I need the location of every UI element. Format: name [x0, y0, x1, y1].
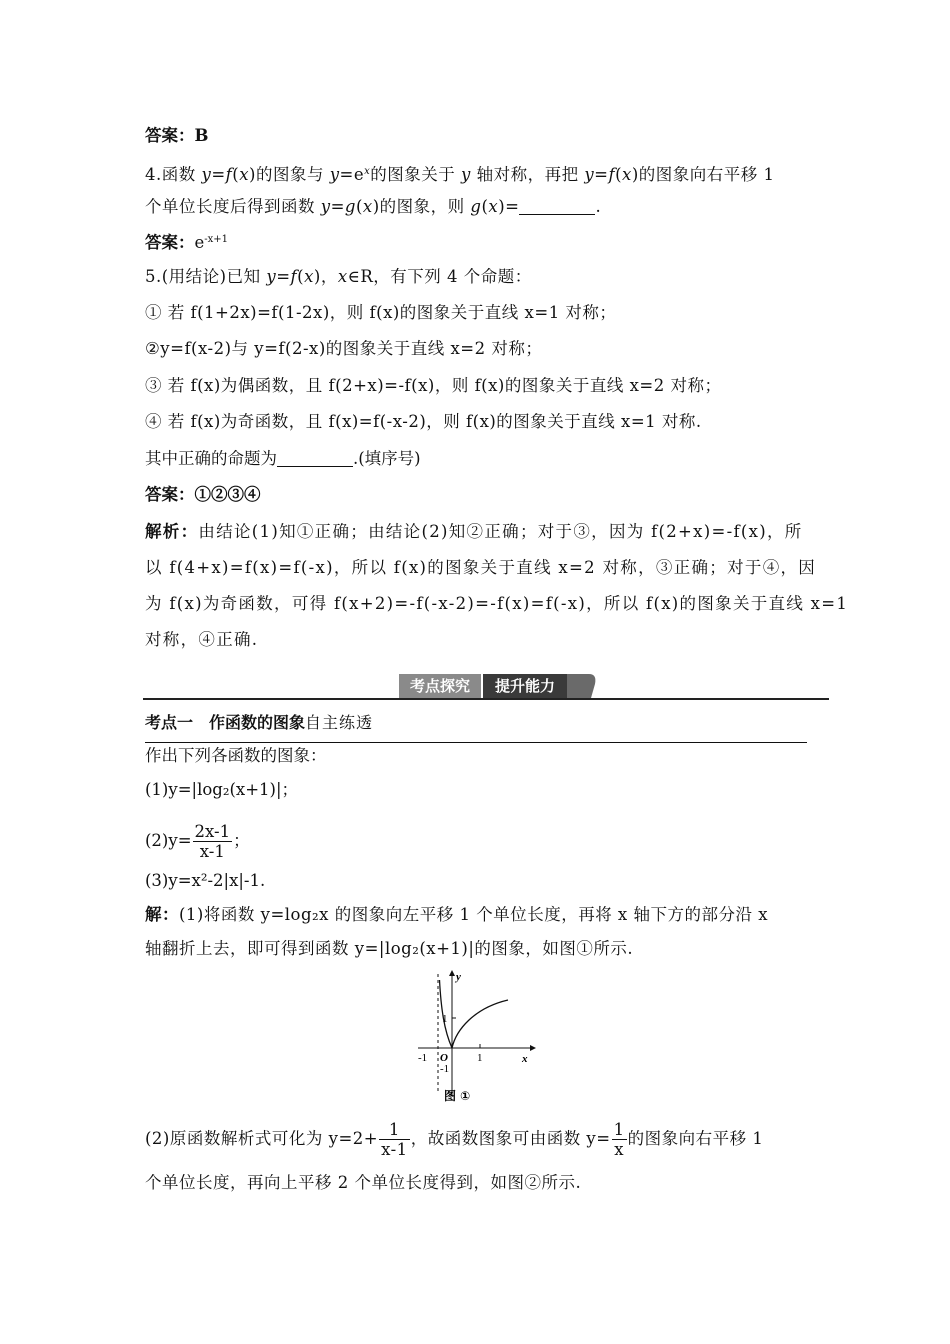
problem-intro: 作出下列各函数的图象： — [145, 746, 327, 765]
question-4-line-2: 个单位长度后得到函数 y=g(x)的图象，则 g(x)= . — [145, 197, 602, 216]
fraction: $\frac{1}{x-1}$ — [381, 1120, 408, 1159]
proposition-1: ① 若 f(1+2x)=f(1-2x)，则 f(x)的图象关于直线 x=1 对称； — [145, 303, 617, 322]
answer-4: 答案：$e^{-x+1}$ — [145, 233, 229, 252]
tick-x-neg: -1 — [418, 1052, 428, 1064]
answer-3: 答案：B — [145, 126, 209, 145]
fraction: $\frac{2x-1}{x-1}$ — [194, 822, 231, 861]
analysis-line-3: 为 f(x)为奇函数，可得 f(x+2)=-f(-x-2)=-f(x)=f(-x)，所以 f(x)的图象关于直线 x=1 — [145, 594, 849, 613]
figure-caption: 图 ① — [444, 1089, 471, 1103]
analysis-line-1: 解析：由结论(1)知①正确；由结论(2)知②正确；对于③，因为 f(2+x)=-f(x)，所 — [145, 522, 803, 541]
fraction: $\frac{1}{x}$ — [613, 1120, 625, 1159]
analysis-line-2: 以 f(4+x)=f(x)=f(-x)，所以 f(x)的图象关于直线 x=2 对称，③正确；对于④，因 — [145, 558, 817, 577]
question-5-prompt: 其中正确的命题为 .(填序号) — [145, 449, 421, 468]
banner-label-left: 考点探究 — [399, 674, 481, 698]
solution-line-3: (2)原函数解析式可化为 y=2+ $\frac{1}{x-1}$ ，故函数图象可由函数 y= $\frac{1}{x}$ 的图象向右平移 1 — [145, 1120, 764, 1159]
section-heading: 考点一 作函数的图象自主练透 — [145, 710, 807, 743]
problem-2: (2)y= $\frac{2x-1}{x-1}$ ； — [145, 822, 250, 861]
answer-5: 答案：①②③④ — [145, 485, 261, 504]
question-5-stem: 5.(用结论)已知 y=f(x)，x∈R，有下列 4 个命题： — [145, 267, 532, 286]
tick-y-neg: -1 — [440, 1063, 450, 1075]
solution-line-2: 轴翻折上去，即可得到函数 y=|log₂(x+1)|的图象，如图①所示. — [145, 939, 634, 958]
answer-blank — [277, 450, 353, 467]
tick-x-pos: 1 — [477, 1052, 483, 1064]
section-banner — [143, 670, 829, 702]
proposition-4: ④ 若 f(x)为奇函数，且 f(x)=f(-x-2)，则 f(x)的图象关于直线 x=1 对称. — [145, 412, 702, 431]
banner-tab-icon — [563, 670, 603, 700]
proposition-2: ②y=f(x-2)与 y=f(2-x)的图象关于直线 x=2 对称； — [145, 339, 543, 358]
axis-y-label: y — [456, 971, 461, 983]
solution-line-1: 解：(1)将函数 y=log₂x 的图象向左平移 1 个单位长度，再将 x 轴下方的部分沿 x — [145, 905, 769, 924]
problem-1: (1)y=|log₂(x+1)|； — [145, 780, 299, 799]
tick-y-pos: 1 — [442, 1013, 448, 1025]
question-4-line-1: 4.函数 y=f(x)的图象与 $y=e^x$的图象关于 y 轴对称，再把 y=f(x)的图象向右平移 1 — [145, 165, 775, 184]
analysis-line-4: 对称，④正确. — [145, 630, 259, 649]
answer-blank — [519, 198, 595, 215]
problem-3: (3)y=x²-2|x|-1. — [145, 871, 266, 890]
banner-label-right: 提升能力 — [483, 674, 567, 698]
axis-x-label: x — [522, 1053, 528, 1065]
figure-1-graph — [410, 968, 540, 1108]
banner-rule — [143, 698, 829, 700]
proposition-3: ③ 若 f(x)为偶函数，且 f(2+x)=-f(x)，则 f(x)的图象关于直线 x=2 对称； — [145, 376, 722, 395]
origin-label: O — [440, 1052, 448, 1064]
solution-line-4: 个单位长度，再向上平移 2 个单位长度得到，如图②所示. — [145, 1173, 582, 1192]
